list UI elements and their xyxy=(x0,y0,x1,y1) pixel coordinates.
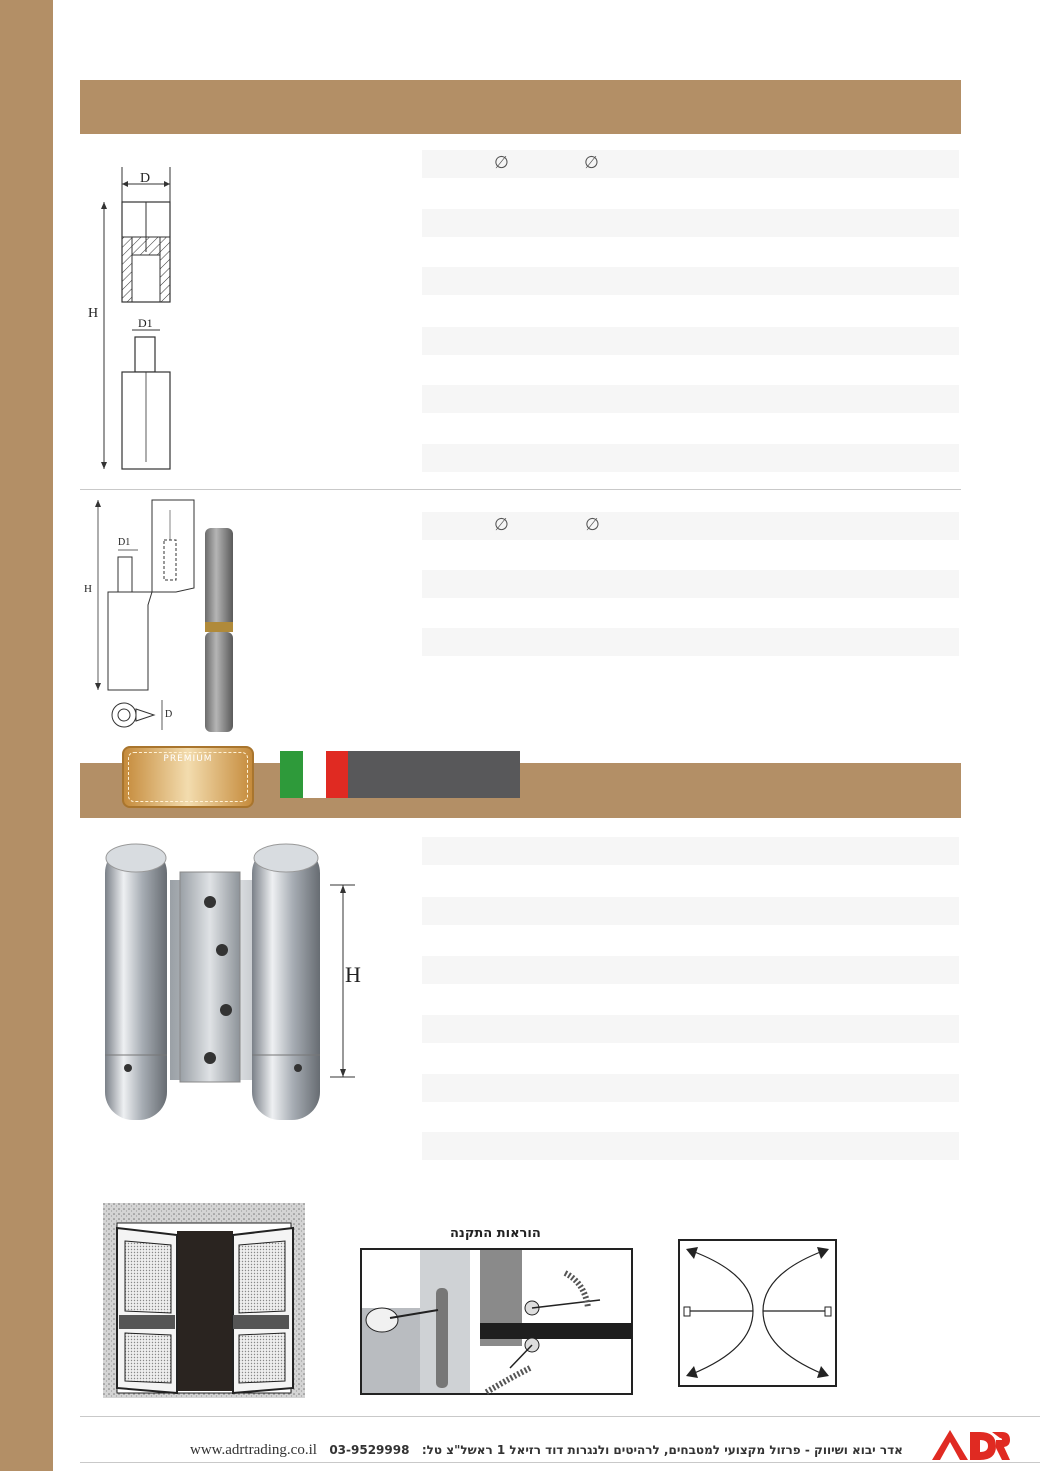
table3-row-11 xyxy=(422,1132,959,1160)
table1-row-3 xyxy=(422,209,959,237)
table1-row-11 xyxy=(422,444,959,472)
table3-row-7 xyxy=(422,1015,959,1043)
premium-badge-text: PREMIUM xyxy=(163,754,213,764)
swing-direction-diagram xyxy=(678,1239,837,1387)
hinge-diagram-1 xyxy=(80,162,200,477)
label-h2: H xyxy=(84,583,92,595)
table1-diameter-symbol-1: ∅ xyxy=(494,153,509,173)
footer-phone: 03-9529998 xyxy=(329,1443,410,1457)
section-header-1 xyxy=(80,80,961,134)
table3-row-9 xyxy=(422,1074,959,1102)
hinge-diagram-2 xyxy=(80,495,200,735)
logo-text: ADR xyxy=(930,1426,933,1427)
left-accent-bar xyxy=(0,0,53,1416)
table1-diameter-symbol-2: ∅ xyxy=(584,153,599,173)
swing-door-illustration xyxy=(103,1203,305,1398)
table3-row-3 xyxy=(422,897,959,925)
weld-hinge-photo xyxy=(195,520,245,740)
table1-row-7 xyxy=(422,327,959,355)
install-instructions-title: הוראות התקנה xyxy=(450,1226,541,1241)
footer-address: אדר יבוא ושיווק - פרזול מקצועי למטבחים, לרהיטים ולנגרות דוד רזיאל 1 ראשל"צ טל: xyxy=(421,1443,903,1457)
label-d1: D1 xyxy=(138,316,153,330)
table1-row-9 xyxy=(422,385,959,413)
label-h: H xyxy=(88,306,99,321)
footer-url[interactable]: www.adrtrading.co.il xyxy=(190,1442,317,1458)
install-instructions-illustration xyxy=(360,1248,633,1395)
footer-bottom-line xyxy=(80,1462,1040,1463)
table2-row-3 xyxy=(422,570,959,598)
table2-row-5 xyxy=(422,628,959,656)
section-divider xyxy=(80,489,961,490)
table2-diameter-symbol-2: ∅ xyxy=(585,515,600,535)
table1-row-5 xyxy=(422,267,959,295)
label-d2: D xyxy=(165,709,173,720)
italy-flag-banner xyxy=(280,751,520,798)
spring-hinge-photo xyxy=(100,840,370,1125)
premium-badge xyxy=(122,746,254,808)
footer-top-line xyxy=(80,1416,1040,1417)
label-d: D xyxy=(140,171,151,186)
adr-logo xyxy=(930,1426,1012,1462)
footer-contact xyxy=(190,1442,903,1459)
left-accent-bar-bottom xyxy=(0,1416,53,1471)
table3-row-5 xyxy=(422,956,959,984)
label-h3: H xyxy=(345,962,361,987)
table2-diameter-symbol-1: ∅ xyxy=(494,515,509,535)
label-d1-2: D1 xyxy=(118,537,131,548)
table3-row-1 xyxy=(422,837,959,865)
